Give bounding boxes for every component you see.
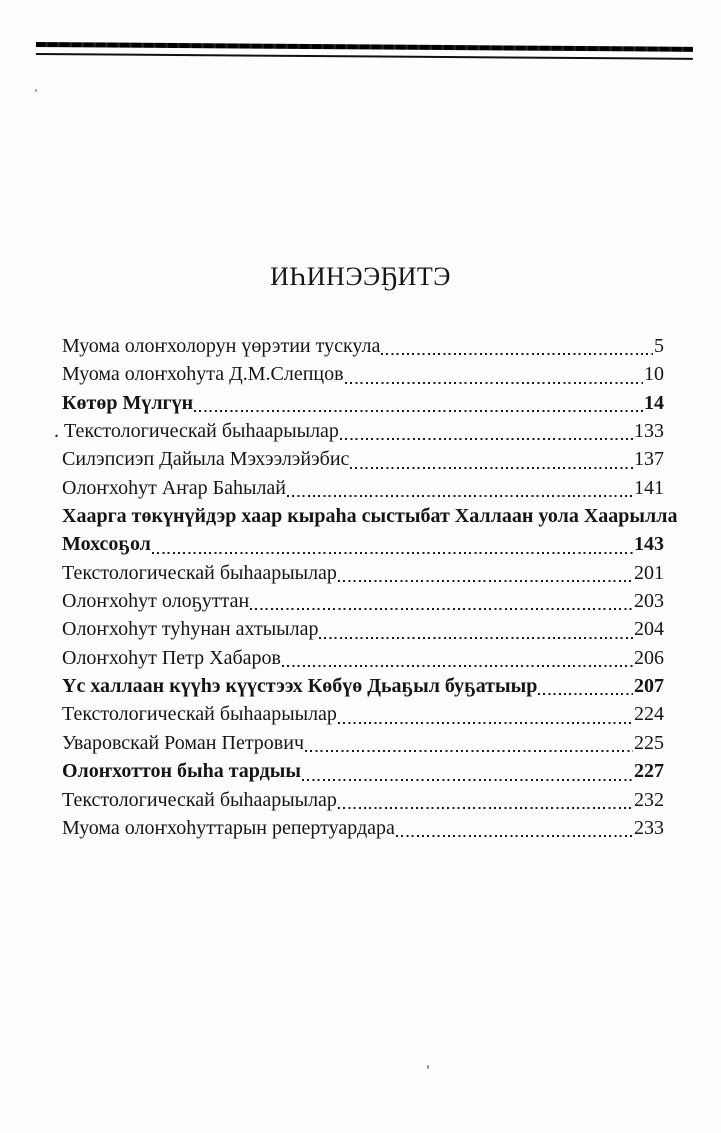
toc-page-number: 232 [634,788,664,811]
dot-leader [194,410,643,412]
toc-page-number: 225 [634,731,664,754]
toc-entry-label: Уваровскай Роман Петрович [62,731,305,754]
toc-page-number: 137 [634,448,664,471]
toc-entry-label: Муома олоҥхоһута Д.М.Слепцов [62,363,344,386]
toc-entry [62,474,664,502]
toc-entry [62,502,678,530]
toc-entry [62,786,664,814]
toc-page-number: 227 [634,760,664,783]
toc-page-number: 224 [634,703,664,726]
toc-entry [62,559,664,587]
toc-page-number: 204 [634,618,664,641]
page-title: ИҺИНЭЭҔИТЭ [270,262,451,291]
toc-entry-label: Текстологическай быһаарыылар [62,788,337,811]
toc-entry-label: Олоҥхоттон быһа тардыы [62,760,302,783]
toc-page-number: 133 [634,420,664,443]
toc-page-number: 203 [634,590,664,613]
dot-leader [250,608,633,610]
toc-list [54,332,678,842]
toc-entry-label: Хаарга төкүнүйдэр хаар кыраһа сыстыбат Халлаан уола Хаарылла [62,505,678,528]
dot-leader [282,665,633,667]
toc-entry [62,615,664,643]
toc-entry [62,757,664,785]
scan-speck [427,1065,429,1069]
toc-entry-label: Мохсоҕол [62,533,151,556]
dot-leader [538,693,633,695]
dot-leader [287,495,633,497]
toc-entry-label: Текстологическай быһаарыылар [62,561,337,584]
toc-page-number: 14 [644,391,664,414]
toc-entry [62,729,664,757]
toc-entry-label: Көтөр Мүлгүн [62,391,194,414]
toc-entry-label: Муома олоҥхолорун үөрэтии тускула [62,335,381,357]
toc-entry-label: Олоҥхоһут Петр Хабаров [62,646,281,669]
toc-entry [62,389,664,417]
toc-entry [62,672,664,700]
toc-entry-label: Олоҥхоһут Аҥар Баһылай [62,476,287,499]
dot-leader [396,835,633,837]
toc-entry-label: Силэпсиэп Дайыла Мэхээлэйэбис [62,448,350,471]
toc-page-number: 233 [634,816,664,839]
toc-entry [62,332,664,360]
toc-page-number: 207 [634,675,664,698]
top-double-rule [36,42,693,60]
dot-leader [381,353,653,355]
dot-leader [305,750,633,752]
dot-leader [338,807,633,809]
toc-page-number: 5 [654,335,664,357]
toc-entry-label: Муома олоҥхоһуттарын репертуардара [62,816,395,839]
toc-entry [54,417,664,445]
dot-leader [350,467,633,469]
toc-entry [62,644,664,672]
dot-leader [345,382,643,384]
toc-entry [62,814,664,842]
toc-page-number: 201 [634,561,664,584]
dot-leader [152,552,633,554]
toc-entry-label: Текстологическай быһаарыылар [62,703,337,726]
toc-entry-label: Олоҥхоһут туһунан ахтыылар [62,618,319,641]
dot-leader [338,580,633,582]
toc-entry-label: . Текстологическай быһаарыылар [54,420,339,443]
toc-page-number: 141 [634,476,664,499]
toc-entry [62,360,664,388]
scan-speck [35,89,37,92]
dot-leader [319,637,633,639]
toc-entry [62,530,664,558]
toc-entry [62,587,664,615]
toc-entry-label: Олоҥхоһут олоҕуттан [62,590,250,613]
toc-page-number: 10 [644,363,664,386]
dot-leader [340,438,633,440]
toc-page-number: 206 [634,646,664,669]
toc-entry-label: Үс халлаан күүһэ күүстээх Көбүө Дьаҕыл буҕатыыр [62,675,538,698]
toc-entry [62,445,664,473]
toc-page-number: 143 [634,533,664,556]
dot-leader [302,779,633,781]
toc-entry [62,700,664,728]
dot-leader [338,722,633,724]
